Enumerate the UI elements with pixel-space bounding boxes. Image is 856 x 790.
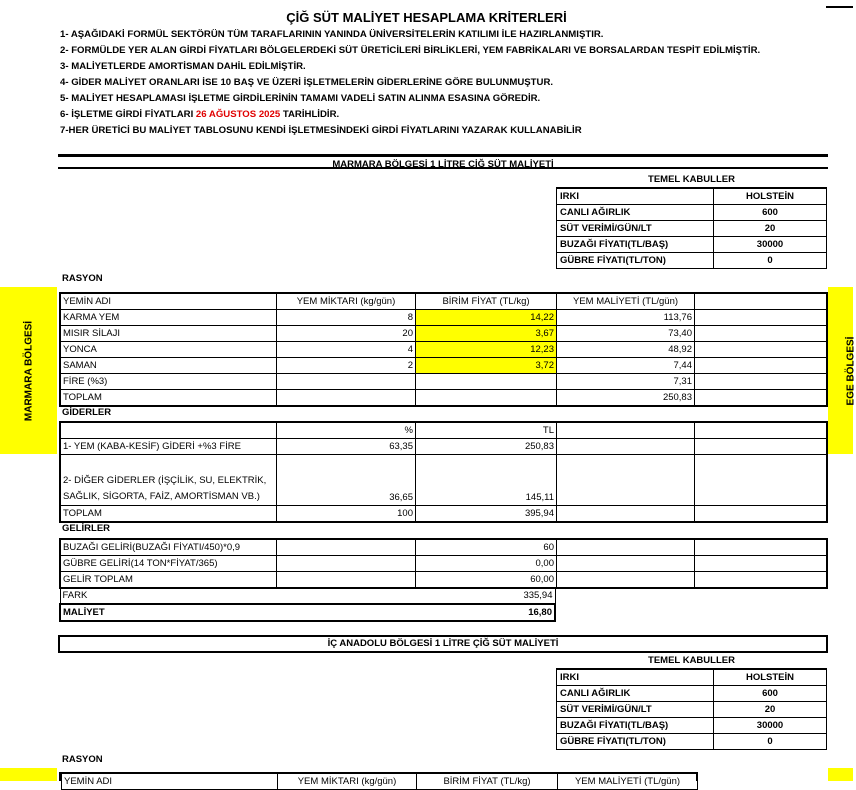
empty-cell — [557, 455, 695, 506]
temel-value: HOLSTEİN — [714, 669, 827, 686]
feed-price — [416, 374, 557, 390]
temel-label: IRKI — [557, 669, 714, 686]
feed-price — [416, 390, 557, 407]
temel-value: 600 — [714, 205, 827, 221]
table-row — [60, 588, 555, 605]
empty-cell — [557, 422, 695, 439]
expense-pct: 36,65 — [277, 455, 416, 506]
income-name: GELİR TOPLAM — [60, 572, 277, 589]
empty-cell — [695, 439, 828, 455]
empty-cell — [695, 556, 828, 572]
table-row — [60, 556, 827, 572]
ege-side-band — [828, 287, 856, 454]
criterion-3: 3- MALİYETLERDE AMORTİSMAN DAHİL EDİLMİŞTİR. — [60, 61, 306, 72]
feed-cost: 73,40 — [557, 326, 695, 342]
expense-name-line2: SAĞLIK, SİGORTA, FAİZ, AMORTİSMAN VB.) — [63, 491, 260, 502]
table-row — [60, 310, 827, 326]
table-row — [60, 604, 555, 621]
criterion-6-date: 26 AĞUSTOS 2025 — [195, 109, 281, 120]
temel-label: SÜT VERİMİ/GÜN/LT — [557, 702, 714, 718]
temel-label: GÜBRE FİYATI(TL/TON) — [557, 253, 714, 269]
temel-value: 0 — [714, 253, 827, 269]
table-row — [60, 390, 827, 407]
empty-cell — [695, 374, 828, 390]
empty-cell — [695, 326, 828, 342]
icanadolu-temel-kabuller — [556, 653, 827, 750]
marmara-temel-kabuller — [556, 172, 827, 269]
table-row — [60, 342, 827, 358]
column-header: YEM MİKTARI (kg/gün) — [278, 774, 417, 790]
feed-qty — [277, 374, 416, 390]
table-row — [60, 506, 827, 523]
empty-cell — [695, 539, 828, 556]
column-header: YEM MALİYETİ (TL/gün) — [558, 774, 698, 790]
income-name: BUZAĞI GELİRİ(BUZAĞI FİYATI/450)*0,9 — [60, 539, 277, 556]
icanadolu-side-band — [0, 768, 57, 781]
empty-cell — [695, 310, 828, 326]
feed-qty[interactable]: 8 — [277, 310, 416, 326]
empty-cell — [695, 358, 828, 374]
rasyon-table — [59, 292, 828, 407]
empty-cell — [695, 342, 828, 358]
empty-cell — [277, 572, 416, 589]
feed-name: KARMA YEM — [60, 310, 277, 326]
column-header: YEM MALİYETİ (TL/gün) — [557, 293, 695, 310]
column-header: YEMİN ADI — [60, 293, 277, 310]
feed-cost: 113,76 — [557, 310, 695, 326]
feed-cost: 7,44 — [557, 358, 695, 374]
criterion-2: 2- FORMÜLDE YER ALAN GİRDİ FİYATLARI BÖLGELERDEKİ SÜT ÜRETİCİLERİ BİRLİKLERİ, YEM FABRİKALARI VE BORSALARDAN TESPİT EDİLMİŞTİR. — [60, 45, 761, 56]
column-header: BİRİM FİYAT (TL/kg) — [416, 293, 557, 310]
temel-value: 30000 — [714, 718, 827, 734]
icanadolu-section-title: İÇ ANADOLU BÖLGESİ 1 LİTRE ÇİĞ SÜT MALİYETİ — [58, 635, 828, 653]
empty-cell — [277, 539, 416, 556]
table-row — [60, 539, 827, 556]
temel-header: TEMEL KABULLER — [557, 653, 827, 669]
empty-cell — [60, 422, 277, 439]
income-tl: 60 — [416, 539, 557, 556]
maliyet-label: MALİYET — [60, 604, 410, 621]
giderler-table — [59, 421, 828, 523]
gelirler-label: GELİRLER — [62, 523, 111, 534]
table-row — [60, 358, 827, 374]
right-side-band — [828, 768, 853, 781]
criterion-1: 1- AŞAĞIDAKİ FORMÜL SEKTÖRÜN TÜM TARAFLARININ YANINDA ÜNİVERSİTELERİN KATILIMI İLE HAZIRLANMIŞTIR. — [60, 29, 604, 40]
column-header: YEM MİKTARI (kg/gün) — [277, 293, 416, 310]
empty-cell — [277, 556, 416, 572]
temel-label: SÜT VERİMİ/GÜN/LT — [557, 221, 714, 237]
empty-cell — [557, 439, 695, 455]
feed-qty — [277, 390, 416, 407]
rasyon-label: RASYON — [62, 273, 103, 284]
income-tl: 0,00 — [416, 556, 557, 572]
expense-name: 1- YEM (KABA-KESİF) GİDERİ +%3 FİRE — [60, 439, 277, 455]
corner-mark — [826, 6, 853, 8]
table-row — [60, 422, 827, 439]
expense-name-line1: 2- DİĞER GİDERLER (İŞÇİLİK, SU, ELEKTRİK, — [63, 475, 267, 486]
expense-tl: 145,11 — [416, 455, 557, 506]
empty-cell — [557, 556, 695, 572]
temel-header: TEMEL KABULLER — [557, 172, 827, 188]
marmara-side-label: MARMARA BÖLGESİ — [23, 320, 34, 421]
feed-cost: 7,31 — [557, 374, 695, 390]
temel-value: 600 — [714, 686, 827, 702]
empty-cell — [695, 422, 828, 439]
column-header: % — [277, 422, 416, 439]
table-row — [60, 439, 827, 455]
table-row — [60, 293, 827, 310]
feed-price[interactable]: 3,72 — [416, 358, 557, 374]
expense-pct: 63,35 — [277, 439, 416, 455]
temel-value: HOLSTEİN — [714, 188, 827, 205]
criterion-5: 5- MALİYET HESAPLAMASI İŞLETME GİRDİLERİNİN TAMAMI VADELİ SATIN ALINMA ESASINA GÖREDİR. — [60, 93, 541, 104]
feed-price[interactable]: 12,23 — [416, 342, 557, 358]
empty-cell — [695, 293, 828, 310]
criterion-7: 7-HER ÜRETİCİ BU MALİYET TABLOSUNU KENDİ İŞLETMESİNDEKİ GİRDİ FİYATLARINI YAZARAK KULLANABİLİR — [60, 125, 582, 136]
table-row — [62, 774, 698, 790]
empty-cell — [557, 539, 695, 556]
icanadolu-rasyon-table — [59, 772, 698, 787]
page-title: ÇİĞ SÜT MALİYET HESAPLAMA KRİTERLERİ — [286, 10, 567, 25]
empty-cell — [695, 506, 828, 523]
fark-label: FARK — [60, 588, 410, 605]
temel-label: CANLI AĞIRLIK — [557, 205, 714, 221]
feed-name: FİRE (%3) — [60, 374, 277, 390]
criterion-6-suffix: TARİHLİDİR. — [280, 109, 340, 120]
maliyet-value: 16,80 — [410, 604, 556, 621]
expense-pct: 100 — [277, 506, 416, 523]
temel-label: GÜBRE FİYATI(TL/TON) — [557, 734, 714, 750]
empty-cell — [557, 506, 695, 523]
expense-name — [60, 455, 277, 506]
table-row — [60, 455, 827, 506]
temel-value: 20 — [714, 702, 827, 718]
feed-qty[interactable]: 2 — [277, 358, 416, 374]
column-header: YEMİN ADI — [62, 774, 278, 790]
temel-value: 30000 — [714, 237, 827, 253]
summary-table — [59, 587, 556, 622]
feed-cost: 250,83 — [557, 390, 695, 407]
temel-value: 20 — [714, 221, 827, 237]
ege-side-label: EGE BÖLGESİ — [845, 336, 856, 405]
empty-cell — [695, 390, 828, 407]
feed-price[interactable]: 14,22 — [416, 310, 557, 326]
feed-cost: 48,92 — [557, 342, 695, 358]
temel-label: CANLI AĞIRLIK — [557, 686, 714, 702]
temel-label: BUZAĞI FİYATI(TL/BAŞ) — [557, 718, 714, 734]
table-row — [60, 572, 827, 589]
feed-qty[interactable]: 4 — [277, 342, 416, 358]
gelirler-table — [59, 538, 828, 589]
expense-tl: 250,83 — [416, 439, 557, 455]
feed-name: MISIR SİLAJI — [60, 326, 277, 342]
criterion-6 — [60, 109, 339, 120]
expense-tl: 395,94 — [416, 506, 557, 523]
income-tl: 60,00 — [416, 572, 557, 589]
feed-name: SAMAN — [60, 358, 277, 374]
giderler-label: GİDERLER — [62, 407, 112, 418]
empty-cell — [695, 572, 828, 589]
criterion-4: 4- GİDER MALİYET ORANLARI İSE 10 BAŞ VE ÜZERİ İŞLETMELERİN GİDERLERİNE GÖRE BULUNMUŞTUR. — [60, 77, 554, 88]
feed-price[interactable]: 3,67 — [416, 326, 557, 342]
temel-label: BUZAĞI FİYATI(TL/BAŞ) — [557, 237, 714, 253]
criterion-6-prefix: 6- İŞLETME GİRDİ FİYATLARI — [60, 109, 196, 120]
temel-value: 0 — [714, 734, 827, 750]
temel-label: IRKI — [557, 188, 714, 205]
rasyon-header-row — [61, 774, 698, 790]
feed-qty[interactable]: 20 — [277, 326, 416, 342]
column-header: TL — [416, 422, 557, 439]
income-name: GÜBRE GELİRİ(14 TON*FİYAT/365) — [60, 556, 277, 572]
table-row — [60, 326, 827, 342]
column-header: BİRİM FİYAT (TL/kg) — [417, 774, 558, 790]
table-row — [60, 374, 827, 390]
marmara-section-title: MARMARA BÖLGESİ 1 LİTRE ÇİĞ SÜT MALİYETİ — [58, 154, 828, 169]
feed-name: YONCA — [60, 342, 277, 358]
fark-value: 335,94 — [410, 588, 556, 605]
empty-cell — [695, 455, 828, 506]
empty-cell — [557, 572, 695, 589]
expense-name: TOPLAM — [60, 506, 277, 523]
rasyon-label: RASYON — [62, 754, 103, 765]
marmara-side-band — [0, 287, 57, 454]
feed-name: TOPLAM — [60, 390, 277, 407]
